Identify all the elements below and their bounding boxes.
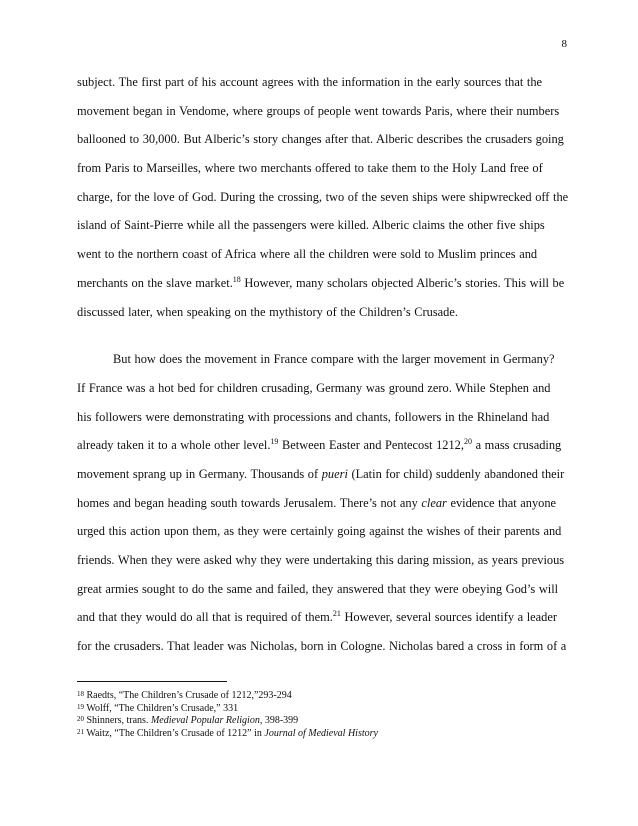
- footnote-number: 18: [77, 690, 84, 698]
- text-line: But how does the movement in France compare with the larger movement in Germany?: [113, 352, 555, 367]
- text-line: charge, for the love of God. During the crossing, two of the seven ships were shipwrecked off the: [77, 189, 569, 204]
- text-line: friends. When they were asked why they were undertaking this daring mission, as years previous: [77, 553, 565, 567]
- text-line: urged this action upon them, as they were certainly going against the wishes of their parents and: [77, 524, 562, 539]
- footnote: [77, 690, 567, 703]
- footnote-ref: 20: [463, 437, 472, 447]
- text-line: ballooned to 30,000. But Alberic’s story changes after that. Alberic describes the crusaders going: [77, 132, 564, 147]
- paragraph-2: [77, 345, 567, 661]
- footnote-text: Raedts, “The Children’s Crusade of 1212,”293-294: [86, 690, 292, 701]
- text-line: [77, 269, 567, 298]
- page-number: 8: [561, 38, 567, 50]
- footnote-text: Waitz, “The Children’s Crusade of 1212” in: [86, 727, 265, 739]
- footnote-text: , 398-399: [259, 715, 299, 726]
- footnote-text: Shinners, trans.: [86, 715, 151, 726]
- text-line: went to the northern coast of Africa where all the children were sold to Muslim princes and: [77, 247, 538, 262]
- footnote: [77, 703, 567, 716]
- footnote-ref: 19: [270, 437, 279, 447]
- footnote-number: 19: [77, 702, 84, 711]
- footnotes: [77, 681, 567, 740]
- footnote-text: Wolff, “The Children’s Crusade,” 331: [86, 702, 239, 714]
- text-run: Between Easter and Pentecost 1212,: [278, 438, 464, 453]
- paragraph-1: [77, 68, 567, 326]
- text-line: [77, 603, 567, 632]
- text-run: already taken it to a whole other level.: [77, 438, 271, 453]
- text-line: for the crusaders. That leader was Nicholas, born in Cologne. Nicholas bared a cross in form of a: [77, 639, 567, 654]
- emphasis: clear: [421, 495, 447, 510]
- text-line: homes and began heading south towards Jerusalem. There’s not any clear evidence that anyone: [77, 495, 557, 510]
- text-line: [77, 431, 567, 460]
- text-run: and that they would do all that is required of them.: [77, 610, 333, 625]
- text-line: great armies sought to do the same and failed, they answered that they were obeying God’s will: [77, 581, 559, 596]
- text-line: movement sprang up in Germany. Thousands of pueri (Latin for child) suddenly abandoned their: [77, 466, 565, 481]
- text-run: However, several sources identify a leader: [340, 610, 558, 625]
- text-line: from Paris to Marseilles, where two merchants offered to take them to the Holy Land free of: [77, 161, 543, 176]
- text-line: his followers were demonstrating with processions and chants, followers in the Rhineland had: [77, 409, 550, 424]
- emphasis: pueri: [321, 466, 348, 481]
- footnote-number: 20: [77, 715, 84, 723]
- footnote-title: Journal of Medieval History: [264, 727, 378, 739]
- footnote-number: 21: [77, 727, 84, 736]
- text-line: island of Saint-Pierre while all the passengers were killed. Alberic claims the other five ships: [77, 218, 545, 233]
- text-run: However, many scholars objected Alberic’s stories. This will be: [240, 275, 565, 290]
- footnote: [77, 715, 567, 728]
- footnote-ref: 18: [232, 274, 241, 284]
- body-text: [77, 68, 567, 661]
- text-line: discussed later, when speaking on the mythistory of the Children’s Crusade.: [77, 304, 458, 319]
- text-run: merchants on the slave market.: [77, 275, 233, 290]
- text-run: a mass crusading: [471, 438, 562, 453]
- footnote-ref: 21: [332, 609, 341, 619]
- footnote-divider: [77, 681, 227, 682]
- text-line: subject. The first part of his account agrees with the information in the early sources that the: [77, 75, 543, 89]
- footnote-title: Medieval Popular Religion: [150, 715, 260, 726]
- text-line: If France was a hot bed for children crusading, Germany was ground zero. While Stephen and: [77, 380, 551, 395]
- footnote: [77, 728, 567, 741]
- text-line: movement began in Vendome, where groups of people went towards Paris, where their numbers: [77, 103, 560, 118]
